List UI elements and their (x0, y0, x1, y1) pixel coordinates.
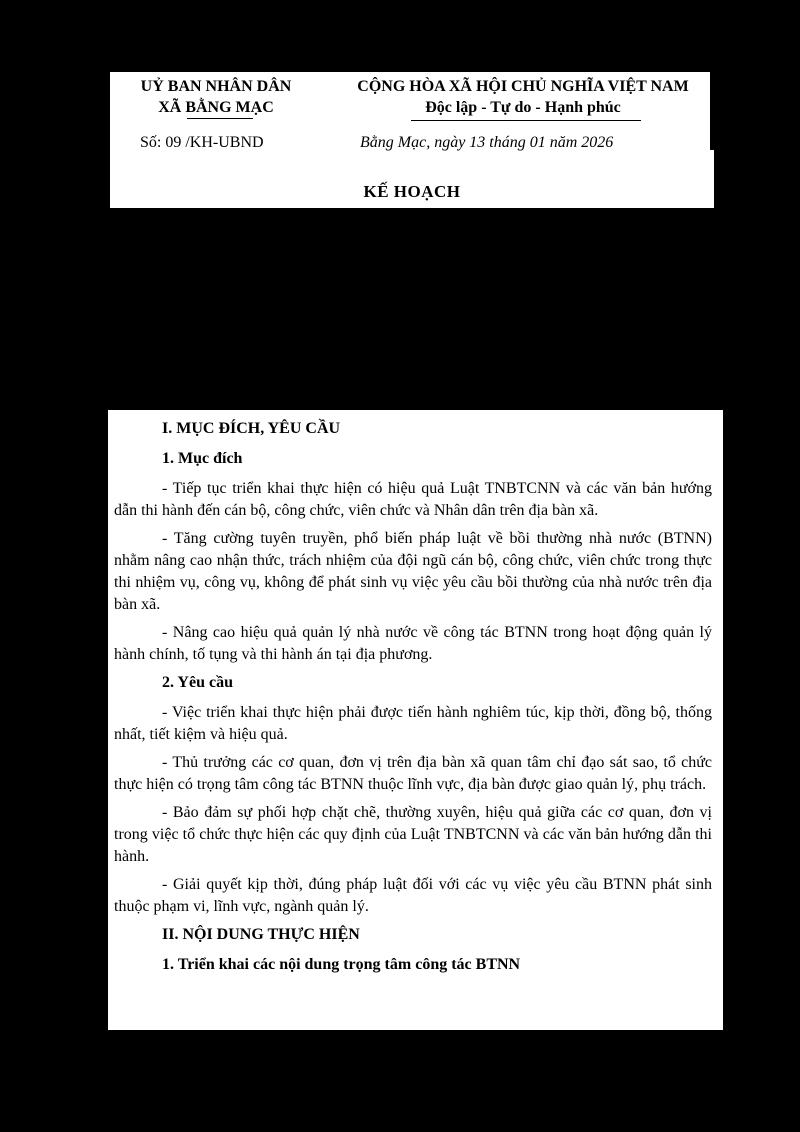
section-2-heading: II. NỘI DUNG THỰC HIỆN (162, 926, 360, 943)
issuing-authority (110, 76, 322, 118)
nation-line-1: CỘNG HÒA XÃ HỘI CHỦ NGHĨA VIỆT NAM (357, 78, 689, 95)
paragraph: - Tăng cường tuyên truyền, phổ biến pháp luật về bồi thường nhà nước (BTNN) nhằm nâng cao nhận thức, trách nhiệm của đội ngũ cán bộ, công chức, viên chức trong thực thi nhiệm vụ, công vụ, không để phát sinh vụ việc yêu cầu bồi thường của nhà nước trên địa bàn xã. (114, 530, 712, 613)
section-1-1-heading: 1. Mục đích (162, 450, 243, 467)
national-heading (332, 76, 714, 118)
document-date: Bằng Mạc, ngày 13 tháng 01 năm 2026 (360, 134, 614, 151)
document-content (114, 418, 712, 984)
paragraph: - Thủ trưởng các cơ quan, đơn vị trên địa bàn xã quan tâm chỉ đạo sát sao, tổ chức thực hiện có trọng tâm công tác BTNN thuộc lĩnh vực, địa bàn được giao quản lý, phụ trách. (114, 754, 712, 793)
section-1-heading: I. MỤC ĐÍCH, YÊU CẦU (162, 420, 341, 437)
paragraph: - Bảo đảm sự phối hợp chặt chẽ, thường xuyên, hiệu quả giữa các cơ quan, đơn vị trong việc tổ chức thực hiện các quy định của Luật TNBTCNN và các văn bản hướng dẫn thi hành. (114, 804, 712, 865)
section-2-1-heading: 1. Triển khai các nội dung trọng tâm công tác BTNN (162, 956, 521, 973)
section-1-2-heading: 2. Yêu cầu (162, 674, 233, 691)
org-underline (187, 118, 253, 119)
paragraph: - Nâng cao hiệu quả quản lý nhà nước về công tác BTNN trong hoạt động quản lý hành chính, tố tụng và thi hành án tại địa phương. (114, 624, 712, 663)
document-number: Số: 09 /KH-UBND (140, 134, 264, 151)
motto-underline (411, 120, 641, 121)
paragraph: - Tiếp tục triển khai thực hiện có hiệu quả Luật TNBTCNN và các văn bản hướng dẫn thi hành đến cán bộ, công chức, viên chức và Nhân dân trên địa bàn xã. (114, 480, 712, 519)
paragraph: - Giải quyết kịp thời, đúng pháp luật đối với các vụ việc yêu cầu BTNN phát sinh thuộc phạm vi, lĩnh vực, ngành quản lý. (114, 876, 712, 915)
org-line-2: XÃ BẰNG MẠC (158, 99, 274, 116)
paragraph: - Việc triển khai thực hiện phải được tiến hành nghiêm túc, kịp thời, đồng bộ, thống nhất, tiết kiệm và hiệu quả. (114, 704, 712, 743)
org-line-1: UỶ BAN NHÂN DÂN (140, 78, 292, 95)
document-title: KẾ HOẠCH (363, 182, 461, 201)
nation-line-2: Độc lập - Tự do - Hạnh phúc (425, 99, 621, 116)
